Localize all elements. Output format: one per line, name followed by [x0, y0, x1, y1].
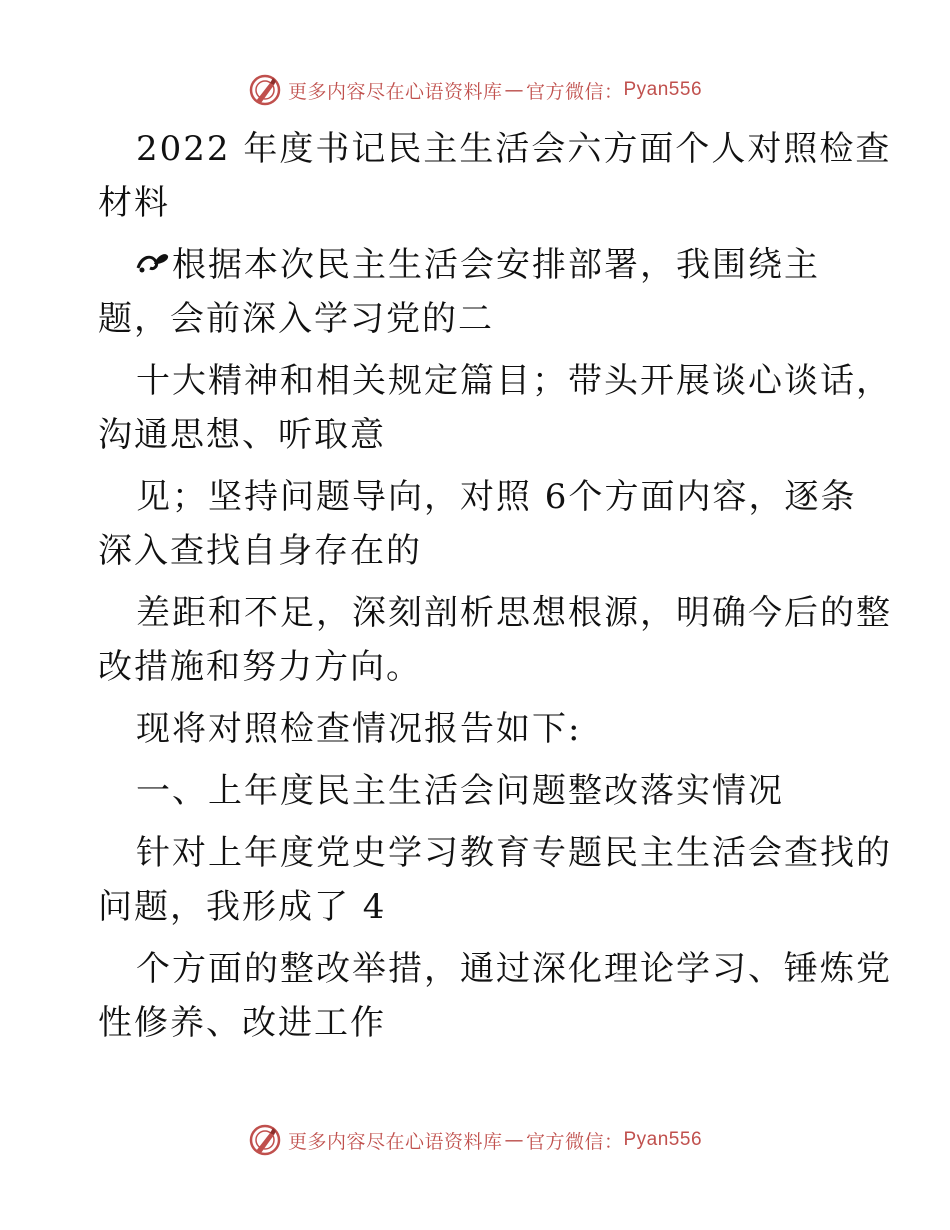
paragraph-3-line-1: 见；坚持问题导向，对照 6个方面内容，逐条 — [136, 477, 857, 517]
watermark-site-text: 更多内容尽在心语资料库 — [287, 80, 503, 103]
watermark-wechat-id: Pyan556 — [623, 79, 703, 100]
paragraph-6-line-2: 问题，我形成了 4 — [98, 887, 387, 927]
pen-logo-icon — [248, 73, 282, 107]
paragraph-1-line-1 — [98, 238, 858, 292]
paragraph-1-line-1-text: 根据本次民主生活会安排部署，我围绕主 — [172, 245, 820, 285]
document-title-line-1: 2022 年度书记民主生活会六方面个人对照检查 — [136, 129, 892, 169]
paragraph-1-line-2: 题，会前深入学习党的二 — [98, 299, 494, 339]
footer-watermark — [0, 1120, 950, 1160]
paragraph-2-line-1: 十大精神和相关规定篇目；带头开展谈心谈话， — [136, 361, 892, 401]
watermark-wechat-label: 官方微信： — [525, 80, 624, 103]
header-watermark — [0, 70, 950, 110]
document-title-line-2: 材料 — [98, 183, 170, 223]
paragraph-7-line-1: 个方面的整改举措，通过深化理论学习、锤炼党 — [136, 949, 892, 989]
watermark-dash: — — [504, 79, 524, 101]
paragraph-4-line-2: 改措施和努力方向。 — [98, 647, 422, 687]
paragraph-3-line-2: 深入查找自身存在的 — [98, 531, 422, 571]
watermark-wechat-label: 官方微信： — [525, 1130, 624, 1153]
section-heading-1: 一、上年度民主生活会问题整改落实情况 — [136, 771, 784, 811]
paragraph-7-line-2: 性修养、改进工作 — [98, 1003, 386, 1043]
watermark-wechat-id: Pyan556 — [623, 1129, 703, 1150]
watermark-site-text: 更多内容尽在心语资料库 — [287, 1130, 503, 1153]
paragraph-4-line-1: 差距和不足，深刻剖析思想根源，明确今后的整 — [136, 593, 892, 633]
paragraph-5-line-1: 现将对照检查情况报告如下: — [136, 709, 582, 749]
watermark-dash: — — [504, 1129, 524, 1151]
pen-logo-icon — [248, 1123, 282, 1157]
paragraph-6-line-1: 针对上年度党史学习教育专题民主生活会查找的 — [136, 833, 892, 873]
document-body — [98, 122, 892, 1050]
leaf-ornament-icon — [136, 240, 170, 294]
paragraph-2-line-2: 沟通思想、听取意 — [98, 415, 386, 455]
